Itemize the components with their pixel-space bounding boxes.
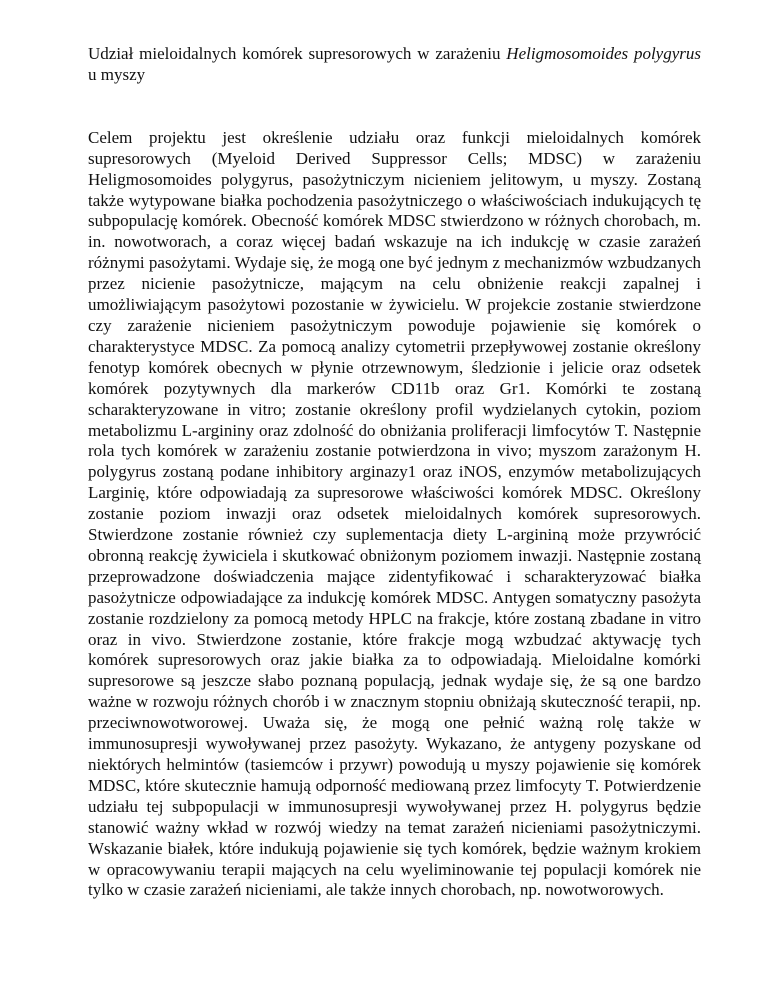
document-page (88, 44, 701, 901)
abstract-paragraph: Celem projektu jest określenie udziału oraz funkcji mieloidalnych komórek supresorowych (Myeloid Derived Suppressor Cells; MDSC) w zarażeniu Heligmosomoides polygyrus, pasożytniczym nicieniem jelitowym, u myszy. Zostaną także wytypowane białka pochodzenia pasożytniczego o właściwościach indukujących tę subpopulację komórek. Obecność komórek MDSC stwierdzono w różnych chorobach, m. in. nowotworach, a coraz więcej badań wskazuje na ich indukcję w czasie zarażeń różnymi pasożytami. Wydaje się, że mogą one być jednym z mechanizmów wzbudzanych przez nicienie pasożytnicze, mającym na celu obniżenie reakcji zapalnej i umożliwiającym pasożytowi pozostanie w żywicielu. W projekcie zostanie stwierdzone czy zarażenie nicieniem pasożytniczym powoduje pojawienie się komórek o charakterystyce MDSC. Za pomocą analizy cytometrii przepływowej zostanie określony fenotyp komórek obecnych w płynie otrzewnowym, śledzionie i jelicie oraz odsetek komórek pozytywnych dla markerów CD11b oraz Gr1. Komórki te zostaną scharakteryzowane in vitro; zostanie określony profil wydzielanych cytokin, poziom metabolizmu L-argininy oraz zdolność do obniżania proliferacji limfocytów T. Następnie rola tych komórek w zarażeniu zostanie potwierdzona in vivo; myszom zarażonym H. polygyrus zostaną podane inhibitory arginazy1 oraz iNOS, enzymów metabolizujących Larginię, które odpowiadają za supresorowe właściwości komórek MDSC. Określony zostanie poziom inwazji oraz odsetek mieloidalnych komórek supresorowych. Stwierdzone zostanie również czy suplementacja diety L-argininą może przywrócić obronną reakcję żywiciela i skutkować obniżonym poziomem inwazji. Następnie zostaną przeprowadzone doświadczenia mające zidentyfikować i scharakteryzować białka pasożytnicze odpowiadające za indukcję komórek MDSC. Antygen somatyczny pasożyta zostanie rozdzielony za pomocą metody HPLC na frakcje, które zostaną zbadane in vitro oraz in vivo. Stwierdzone zostanie, które frakcje mogą wzbudzać aktywację tych komórek supresorowych oraz jakie białka za to odpowiadają. Mieloidalne komórki supresorowe są jeszcze słabo poznaną populacją, jednak wydaje się, że są one bardzo ważne w rozwoju różnych chorób i w znacznym stopniu obniżają skuteczność terapii, np. przeciwnowotworowej. Uważa się, że mogą one pełnić ważną rolę także w immunosupresji wywoływanej przez pasożyty. Wykazano, że antygeny pozyskane od niektórych helmintów (tasiemców i przywr) powodują u myszy pojawienie się komórek MDSC, które skutecznie hamują odporność mediowaną przez limfocyty T. Potwierdzenie udziału tej subpopulacji w immunosupresji wywoływanej przez H. polygyrus będzie stanowić ważny wkład w rozwój wiedzy na temat zarażeń nicieniami pasożytniczymi. Wskazanie białek, które indukują pojawienie się tych komórek, będzie ważnym krokiem w opracowywaniu terapii mających na celu wyeliminowanie tej populacji komórek nie tylko w czasie zarażeń nicieniami, ale także innych chorobach, np. nowotworowych. (88, 127, 701, 900)
title-suffix: u myszy (88, 64, 146, 84)
title-prefix: Udział mieloidalnych komórek supresorowych w zarażeniu (88, 44, 507, 63)
document-title (88, 44, 701, 86)
title-species-name: Heligmosomoides polygyrus (506, 44, 701, 63)
